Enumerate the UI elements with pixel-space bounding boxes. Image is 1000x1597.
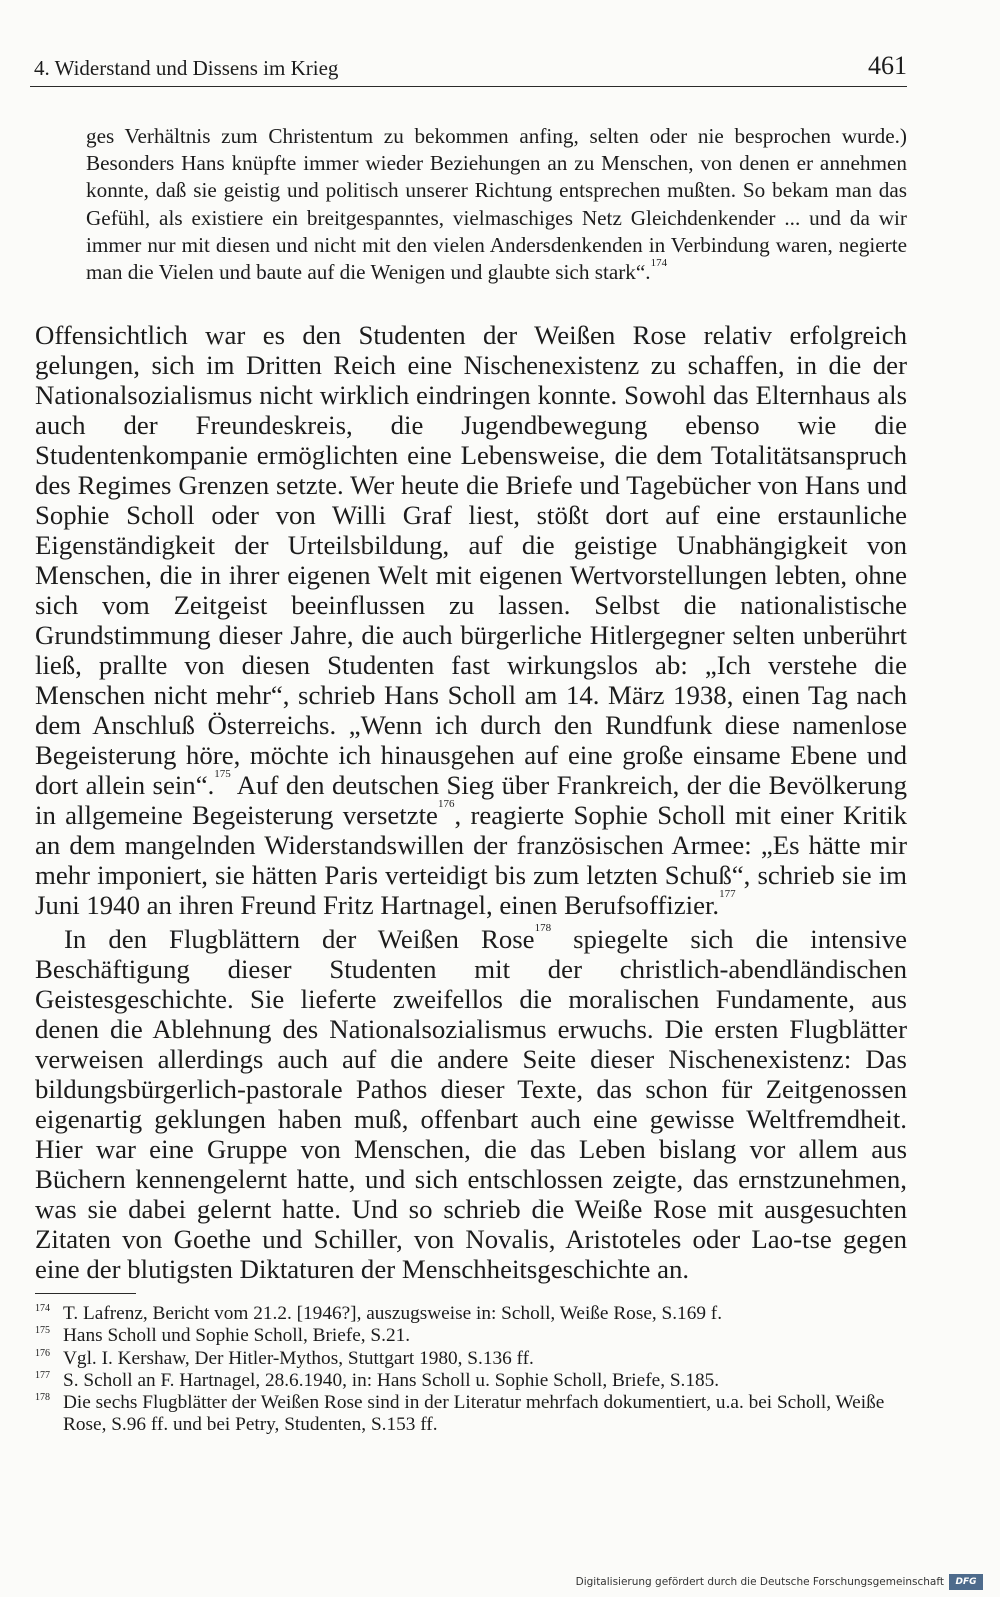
paragraph-1 — [35, 320, 907, 920]
paragraph-2-text-a: In den Flugblättern der Weißen Rose — [64, 924, 535, 954]
footnote-number: 177 — [35, 1369, 50, 1381]
paragraph-2 — [35, 924, 907, 1284]
footnote-ref-176: 176 — [437, 798, 455, 810]
footnote-number: 175 — [35, 1325, 50, 1337]
footnote-ref-175: 175 — [214, 768, 231, 780]
paragraph-1-text-b: Auf den deutschen Sieg über Frankreich, der die Bevölkerung in allgemeine Begeisterung versetzte — [35, 770, 908, 830]
footnote-ref-177: 177 — [719, 888, 736, 900]
quote-text: ges Verhältnis zum Christentum zu bekommen anfing, selten oder nie besprochen wurde.) Besonders Hans knüpfte immer wieder Beziehungen an zu Menschen, von denen er annehmen konnte, daß sie geistig und politisch unserer Richtung entsprechen mußten. So bekam man das Gefühl, als existiere ein breitgespanntes, vielmaschiges Netz Gleichdenkender ... und da wir immer nur mit diesen und nicht mit den vielen Andersdenkenden in Verbindung waren, negierte man die Vielen und baute auf die Wenigen und glaubte sich stark“. — [86, 124, 907, 285]
footnote-text: Die sechs Flugblätter der Weißen Rose sind in der Literatur mehrfach dokumentiert, u.a. bei Scholl, Weiße Rose, S.96 ff. und bei Petry, Studenten, S.153 ff. — [63, 1392, 885, 1436]
footnote-number: 174 — [35, 1303, 50, 1314]
page-number: 461 — [868, 51, 907, 80]
footnote — [35, 1325, 907, 1347]
footnote-text: Hans Scholl und Sophie Scholl, Briefe, S.21. — [63, 1325, 411, 1347]
footnote-ref-174: 174 — [650, 257, 668, 270]
footnote-divider — [35, 1293, 136, 1294]
footnote — [35, 1392, 907, 1437]
footnote-number: 176 — [35, 1347, 50, 1359]
footnote-number: 178 — [35, 1392, 50, 1404]
paragraph-1-text-a: Offensichtlich war es den Studenten der Weißen Rose relativ erfolgreich gelungen, sich im Dritten Reich eine Nischenexistenz zu schaffen, in die der Nationalsozialismus nicht wirklich eindringen konnte. Sowohl das Elternhaus als auch der Freundeskreis, die Jugendbewegung ebenso wie die Studentenkompanie ermöglichten eine Lebensweise, die dem Totalitätsanspruch des Regimes Grenzen setzte. Wer heute die Briefe und Tagebücher von Hans und Sophie Scholl oder von Willi Graf liest, stößt dort auf eine erstaunliche Eigenständigkeit der Urteilsbildung, auf die geistige Unabhängigkeit von Menschen, die in ihrer eigenen Welt mit eigenen Wertvorstellungen lebten, ohne sich vom Zeitgeist beeinflussen zu lassen. Selbst die nationalistische Grundstimmung dieser Jahre, die auch bürgerliche Hitlergegner selten unberührt ließ, prallte von diesen Studenten fast wirkungslos ab: „Ich verstehe die Menschen nicht mehr“, schrieb Hans Scholl am 14. März 1938, einen Tag nach dem Anschluß Österreichs. „Wenn ich durch den Rundfunk diese namenlose Begeisterung höre, möchte ich hinausgehen auf eine große einsame Ebene und dort allein sein“. — [35, 320, 907, 800]
footnote-text: Vgl. I. Kershaw, Der Hitler-Mythos, Stuttgart 1980, S.136 ff. — [63, 1347, 534, 1369]
footnote — [35, 1303, 907, 1325]
running-header — [30, 51, 907, 87]
dfg-logo: DFG — [949, 1574, 983, 1590]
footnote-text: T. Lafrenz, Bericht vom 21.2. [1946?], auszugsweise in: Scholl, Weiße Rose, S.169 f. — [63, 1303, 723, 1324]
footnotes — [35, 1303, 907, 1437]
digitization-note: Digitalisierung gefördert durch die Deutsche Forschungsgemeinschaft — [575, 1576, 944, 1588]
footnote — [35, 1348, 907, 1370]
footnote-ref-178: 178 — [534, 922, 552, 934]
paragraph-2-text-b: spiegelte sich die intensive Beschäftigung dieser Studenten mit der christlich-abendländischen Geistesgeschichte. Sie lieferte zweifellos die moralischen Fundamente, aus denen die Ablehnung des Nationalsozialismus erwuchs. Die ersten Flugblätter verweisen allerdings auch auf die andere Seite dieser Nischenexistenz: Das bildungsbürgerlich-pastorale Pathos dieser Texte, das schon für Zeitgenossen eigenartig geklungen haben muß, offenbart auch eine gewisse Weltfremdheit. Hier war eine Gruppe von Menschen, die das Leben bislang vor allem aus Büchern kennengelernt hatte, und sich entschlossen zeigte, das ernstzunehmen, was sie dabei gelernt hatte. Und so schrieb die Weiße Rose mit ausgesuchten Zitaten von Goethe und Schiller, von Novalis, Aristoteles oder Lao-tse gegen eine der blutigsten Diktaturen der Menschheitsgeschichte an. — [35, 924, 907, 1284]
paragraph-1-text-c: , reagierte Sophie Scholl mit einer Kritik an dem mangelnden Widerstandswillen der französischen Armee: „Es hätte mir mehr imponiert, sie hätten Paris verteidigt bis zum letzten Schuß“, schrieb sie im Juni 1940 an ihren Freund Fritz Hartnagel, einen Berufsoffizier. — [35, 800, 907, 920]
block-quote — [86, 123, 907, 286]
footnote — [35, 1370, 907, 1392]
chapter-title: 4. Widerstand und Dissens im Krieg — [34, 56, 339, 80]
footnote-text: S. Scholl an F. Hartnagel, 28.6.1940, in: Hans Scholl u. Sophie Scholl, Briefe, S.185. — [63, 1369, 720, 1391]
